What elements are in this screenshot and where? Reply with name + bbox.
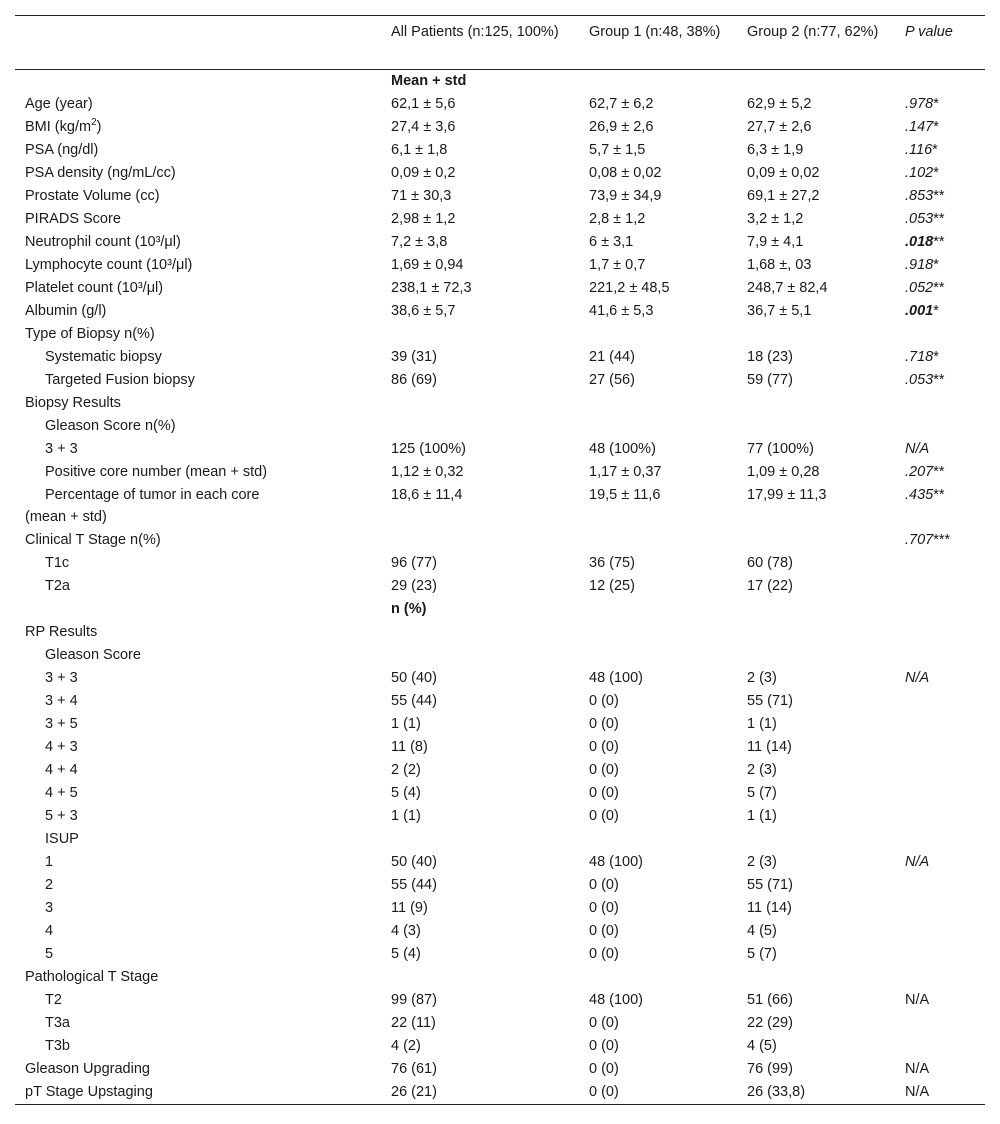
patient-characteristics-table — [15, 15, 985, 1105]
cell-group-1: 2,8 ± 1,2 — [589, 211, 646, 227]
cell-group-2: 248,7 ± 82,4 — [747, 280, 828, 296]
p-value: .718 — [905, 349, 934, 365]
cell-p-value: N/A — [905, 670, 930, 686]
cell-all: 22 (11) — [391, 1015, 436, 1031]
cell-p-value: N/A — [905, 992, 930, 1008]
table-row — [15, 162, 985, 185]
table-row — [15, 621, 985, 644]
p-value: .435 — [905, 487, 934, 503]
table-row — [15, 920, 985, 943]
cell-all: 11 (8) — [391, 739, 428, 755]
table-row — [15, 254, 985, 277]
table-row — [15, 713, 985, 736]
table-row — [15, 943, 985, 966]
superscript: 2 — [91, 117, 97, 129]
row-label: RP Results — [25, 624, 98, 640]
cell-group-1: 0 (0) — [589, 785, 619, 801]
p-marker: *** — [933, 532, 951, 548]
table-row — [15, 851, 985, 874]
cell-group-2: 22 (29) — [747, 1015, 793, 1031]
cell-p-value: N/A — [895, 1081, 985, 1105]
cell-group-1: 62,7 ± 6,2 — [589, 96, 654, 112]
cell-p-value — [895, 254, 985, 277]
cell-p-value — [895, 529, 985, 552]
row-label: 5 — [45, 946, 54, 962]
cell-p-value — [895, 231, 985, 254]
p-value: .918 — [905, 257, 934, 273]
cell-all: 0,09 ± 0,2 — [391, 165, 456, 181]
cell-group-2: 62,9 ± 5,2 — [747, 96, 812, 112]
cell-p-value — [895, 116, 985, 139]
cell-p-value — [895, 93, 985, 116]
header-group-2: Group 2 (n:77, 62%) — [747, 24, 879, 40]
header-p-value: P value — [905, 24, 953, 40]
row-label: Clinical T Stage n(%) — [25, 532, 161, 548]
cell-all: 2 (2) — [391, 762, 421, 778]
p-marker: ** — [933, 464, 945, 480]
cell-group-1: 0 (0) — [589, 900, 619, 916]
row-label: Biopsy Results — [25, 395, 121, 411]
cell-group-2: 59 (77) — [747, 372, 793, 388]
header-all-patients: All Patients (n:125, 100%) — [391, 24, 559, 40]
cell-group-1: 0 (0) — [589, 808, 619, 824]
table-row — [15, 736, 985, 759]
p-value: .853 — [905, 188, 934, 204]
cell-all: 26 (21) — [381, 1081, 579, 1105]
cell-group-2: 5 (7) — [747, 785, 777, 801]
cell-all: 11 (9) — [391, 900, 428, 916]
cell-group-1: 1,17 ± 0,37 — [589, 464, 662, 480]
cell-p-value — [895, 369, 985, 392]
cell-group-1: 0 (0) — [589, 762, 619, 778]
cell-group-2: 76 (99) — [747, 1061, 793, 1077]
cell-group-1: 5,7 ± 1,5 — [589, 142, 646, 158]
row-label: T3b — [45, 1038, 70, 1054]
row-label: Lymphocyte count (10³/μl) — [25, 257, 193, 273]
table-row — [15, 484, 985, 529]
cell-all: 6,1 ± 1,8 — [391, 142, 448, 158]
cell-group-1: 26,9 ± 2,6 — [589, 119, 654, 135]
cell-all: 39 (31) — [391, 349, 437, 365]
cell-group-2: 77 (100%) — [747, 441, 814, 457]
p-marker: ** — [933, 372, 945, 388]
table-row — [15, 552, 985, 575]
row-label: PSA (ng/dl) — [25, 142, 99, 158]
cell-p-value — [895, 162, 985, 185]
row-label: 4 + 4 — [45, 762, 78, 778]
cell-group-1: 0 (0) — [589, 1038, 619, 1054]
table-row — [15, 1035, 985, 1058]
cell-group-1: 21 (44) — [589, 349, 635, 365]
cell-all: 96 (77) — [391, 555, 437, 571]
row-label: 3 + 3 — [45, 670, 78, 686]
row-label: Percentage of tumor in each core (mean + std) — [25, 487, 260, 525]
cell-group-2: 2 (3) — [747, 762, 777, 778]
cell-p-value: N/A — [905, 854, 930, 870]
table-row — [15, 323, 985, 346]
table-row — [15, 1081, 985, 1105]
row-label: ISUP — [45, 831, 79, 847]
cell-group-2: 1,09 ± 0,28 — [747, 464, 820, 480]
cell-all: 50 (40) — [391, 670, 437, 686]
cell-group-1: 0 (0) — [589, 946, 619, 962]
p-value: .707 — [905, 532, 934, 548]
table-row — [15, 277, 985, 300]
cell-all: 38,6 ± 5,7 — [391, 303, 456, 319]
row-label: T3a — [45, 1015, 70, 1031]
cell-all: 55 (44) — [391, 877, 437, 893]
cell-p-value — [895, 300, 985, 323]
table-row — [15, 185, 985, 208]
row-label: T2 — [45, 992, 62, 1008]
cell-group-2: 5 (7) — [747, 946, 777, 962]
cell-all: 76 (61) — [391, 1061, 437, 1077]
cell-group-2: 7,9 ± 4,1 — [747, 234, 804, 250]
row-label: 2 — [45, 877, 54, 893]
cell-group-2: 2 (3) — [747, 670, 777, 686]
cell-group-1: 0 (0) — [589, 739, 619, 755]
table-row — [15, 1012, 985, 1035]
section-row — [15, 70, 985, 94]
cell-p-value — [895, 208, 985, 231]
cell-all: 50 (40) — [391, 854, 437, 870]
p-marker: * — [933, 119, 939, 135]
table-row — [15, 300, 985, 323]
row-label: Systematic biopsy — [45, 349, 162, 365]
cell-group-2: 6,3 ± 1,9 — [747, 142, 804, 158]
cell-all: 1 (1) — [391, 716, 421, 732]
p-marker: * — [933, 349, 939, 365]
table-row — [15, 139, 985, 162]
cell-group-1: 27 (56) — [589, 372, 635, 388]
p-marker: ** — [933, 188, 945, 204]
p-value: .147 — [905, 119, 934, 135]
cell-all: 2,98 ± 1,2 — [391, 211, 456, 227]
row-label: 3 + 3 — [45, 441, 78, 457]
cell-group-2: 17,99 ± 11,3 — [747, 487, 827, 503]
cell-all: 1,12 ± 0,32 — [391, 464, 464, 480]
cell-all: 1,69 ± 0,94 — [391, 257, 464, 273]
row-label: PSA density (ng/mL/cc) — [25, 165, 176, 181]
row-label: BMI $(kg/m^2)$ — [25, 117, 102, 135]
p-marker: * — [933, 165, 939, 181]
table-row — [15, 1058, 985, 1081]
cell-group-2: 55 (71) — [747, 877, 793, 893]
table-row — [15, 438, 985, 461]
cell-group-2: 27,7 ± 2,6 — [747, 119, 812, 135]
cell-group-1: 48 (100) — [589, 854, 644, 870]
cell-p-value — [895, 484, 985, 529]
cell-all: 27,4 ± 3,6 — [391, 119, 456, 135]
cell-p-value — [895, 139, 985, 162]
table-body — [15, 70, 985, 1105]
cell-group-1: 48 (100) — [589, 670, 644, 686]
cell-group-2: 4 (5) — [747, 923, 777, 939]
table-row — [15, 369, 985, 392]
cell-all: 71 ± 30,3 — [391, 188, 452, 204]
cell-group-2: 51 (66) — [747, 992, 793, 1008]
p-value: .116 — [905, 142, 933, 158]
p-marker: * — [933, 96, 939, 112]
row-label: T2a — [45, 578, 70, 594]
row-label: Gleason Upgrading — [25, 1061, 150, 1077]
header-group-1: Group 1 (n:48, 38%) — [589, 24, 721, 40]
cell-group-2: 3,2 ± 1,2 — [747, 211, 804, 227]
cell-group-1: 1,7 ± 0,7 — [589, 257, 646, 273]
table-row — [15, 231, 985, 254]
cell-all: 1 (1) — [391, 808, 421, 824]
table-row — [15, 759, 985, 782]
table-row — [15, 782, 985, 805]
row-label: 4 + 3 — [45, 739, 78, 755]
table-row — [15, 966, 985, 989]
p-marker: ** — [933, 211, 945, 227]
p-marker: ** — [933, 280, 945, 296]
cell-all: 86 (69) — [391, 372, 437, 388]
table-row — [15, 874, 985, 897]
cell-group-2: 26 (33,8) — [737, 1081, 895, 1105]
cell-group-2: 11 (14) — [747, 900, 792, 916]
cell-all: 5 (4) — [391, 785, 421, 801]
table-header — [15, 16, 985, 70]
cell-all: 125 (100%) — [391, 441, 466, 457]
cell-group-2: 11 (14) — [747, 739, 792, 755]
cell-group-1: 0 (0) — [589, 716, 619, 732]
table-row — [15, 644, 985, 667]
cell-group-2: 4 (5) — [747, 1038, 777, 1054]
table-row — [15, 461, 985, 484]
section-label-mean-std: Mean + std — [391, 73, 467, 89]
cell-group-2: 1 (1) — [747, 716, 777, 732]
results-table-container — [15, 15, 985, 1105]
table-row — [15, 415, 985, 438]
cell-group-1: 0 (0) — [579, 1081, 737, 1105]
p-value: .052 — [905, 280, 934, 296]
cell-all: 4 (2) — [391, 1038, 421, 1054]
cell-group-2: 69,1 ± 27,2 — [747, 188, 820, 204]
p-value-significant: .018 — [905, 234, 934, 250]
row-label: 3 + 4 — [45, 693, 78, 709]
row-label: Neutrophil count (10³/μl) — [25, 234, 181, 250]
table-row — [15, 116, 985, 139]
cell-p-value: N/A — [905, 441, 930, 457]
row-label: 3 + 5 — [45, 716, 78, 732]
table-row — [15, 529, 985, 552]
cell-group-1: 0 (0) — [589, 877, 619, 893]
row-label: Platelet count (10³/μl) — [25, 280, 164, 296]
p-marker: ** — [933, 487, 945, 503]
cell-group-1: 19,5 ± 11,6 — [589, 487, 661, 503]
cell-group-1: 48 (100) — [589, 992, 644, 1008]
table-row — [15, 93, 985, 116]
cell-group-1: 0,08 ± 0,02 — [589, 165, 662, 181]
p-value: .978 — [905, 96, 934, 112]
row-label: Gleason Score — [45, 647, 141, 663]
row-label: Type of Biopsy n(%) — [25, 326, 155, 342]
p-marker: * — [932, 142, 938, 158]
p-value: .053 — [905, 372, 934, 388]
row-label: 4 — [45, 923, 54, 939]
cell-group-2: 36,7 ± 5,1 — [747, 303, 812, 319]
cell-group-1: 73,9 ± 34,9 — [589, 188, 662, 204]
table-row — [15, 828, 985, 851]
row-label: Positive core number (mean + std) — [45, 464, 268, 480]
table-row — [15, 575, 985, 598]
table-row — [15, 346, 985, 369]
row-label: Albumin (g/l) — [25, 303, 107, 319]
cell-group-1: 221,2 ± 48,5 — [589, 280, 670, 296]
cell-group-1: 0 (0) — [589, 1015, 619, 1031]
cell-group-2: 0,09 ± 0,02 — [747, 165, 820, 181]
cell-all: 55 (44) — [391, 693, 437, 709]
cell-p-value — [895, 461, 985, 484]
cell-p-value — [895, 185, 985, 208]
row-label: Prostate Volume (cc) — [25, 188, 160, 204]
row-label: T1c — [45, 555, 70, 571]
row-label: 1 — [45, 854, 54, 870]
p-value: .207 — [905, 464, 934, 480]
cell-group-2: 1,68 ±, 03 — [747, 257, 812, 273]
cell-all: 238,1 ± 72,3 — [391, 280, 472, 296]
row-label: 3 — [45, 900, 54, 916]
section-row — [15, 598, 985, 621]
cell-all: 5 (4) — [391, 946, 421, 962]
cell-group-1: 0 (0) — [589, 923, 619, 939]
cell-all: 62,1 ± 5,6 — [391, 96, 456, 112]
p-marker: ** — [933, 234, 945, 250]
cell-group-2: 55 (71) — [747, 693, 793, 709]
table-row — [15, 392, 985, 415]
cell-all: 4 (3) — [391, 923, 421, 939]
cell-group-1: 36 (75) — [589, 555, 635, 571]
cell-all: 18,6 ± 11,4 — [391, 487, 463, 503]
p-marker: * — [933, 303, 939, 319]
row-label: Age (year) — [25, 96, 93, 112]
cell-group-2: 18 (23) — [747, 349, 793, 365]
cell-all: 29 (23) — [391, 578, 437, 594]
header-variable — [15, 16, 381, 70]
cell-all: 7,2 ± 3,8 — [391, 234, 448, 250]
cell-group-1: 0 (0) — [589, 1061, 619, 1077]
table-row — [15, 805, 985, 828]
cell-group-1: 48 (100%) — [589, 441, 656, 457]
cell-group-2: 17 (22) — [747, 578, 793, 594]
cell-group-1: 41,6 ± 5,3 — [589, 303, 654, 319]
cell-p-value — [895, 277, 985, 300]
table-row — [15, 989, 985, 1012]
row-label: Gleason Score n(%) — [45, 418, 176, 434]
row-label: Pathological T Stage — [25, 969, 159, 985]
p-marker: * — [933, 257, 939, 273]
cell-group-1: 6 ± 3,1 — [589, 234, 634, 250]
table-row — [15, 897, 985, 920]
table-row — [15, 667, 985, 690]
section-label-n-pct: n (%) — [391, 601, 427, 617]
cell-group-1: 0 (0) — [589, 693, 619, 709]
row-label: 4 + 5 — [45, 785, 78, 801]
cell-p-value — [895, 346, 985, 369]
row-label: 5 + 3 — [45, 808, 78, 824]
row-label: PIRADS Score — [25, 211, 121, 227]
row-label: Targeted Fusion biopsy — [45, 372, 195, 388]
p-value: .053 — [905, 211, 934, 227]
table-row — [15, 690, 985, 713]
cell-group-2: 60 (78) — [747, 555, 793, 571]
p-value-significant: .001 — [905, 303, 934, 319]
cell-group-1: 12 (25) — [589, 578, 635, 594]
cell-group-2: 1 (1) — [747, 808, 777, 824]
p-value: .102 — [905, 165, 934, 181]
cell-all: 99 (87) — [391, 992, 437, 1008]
row-label: pT Stage Upstaging — [15, 1081, 381, 1105]
table-row — [15, 208, 985, 231]
header-row — [15, 16, 985, 70]
cell-group-2: 2 (3) — [747, 854, 777, 870]
cell-p-value: N/A — [905, 1061, 930, 1077]
